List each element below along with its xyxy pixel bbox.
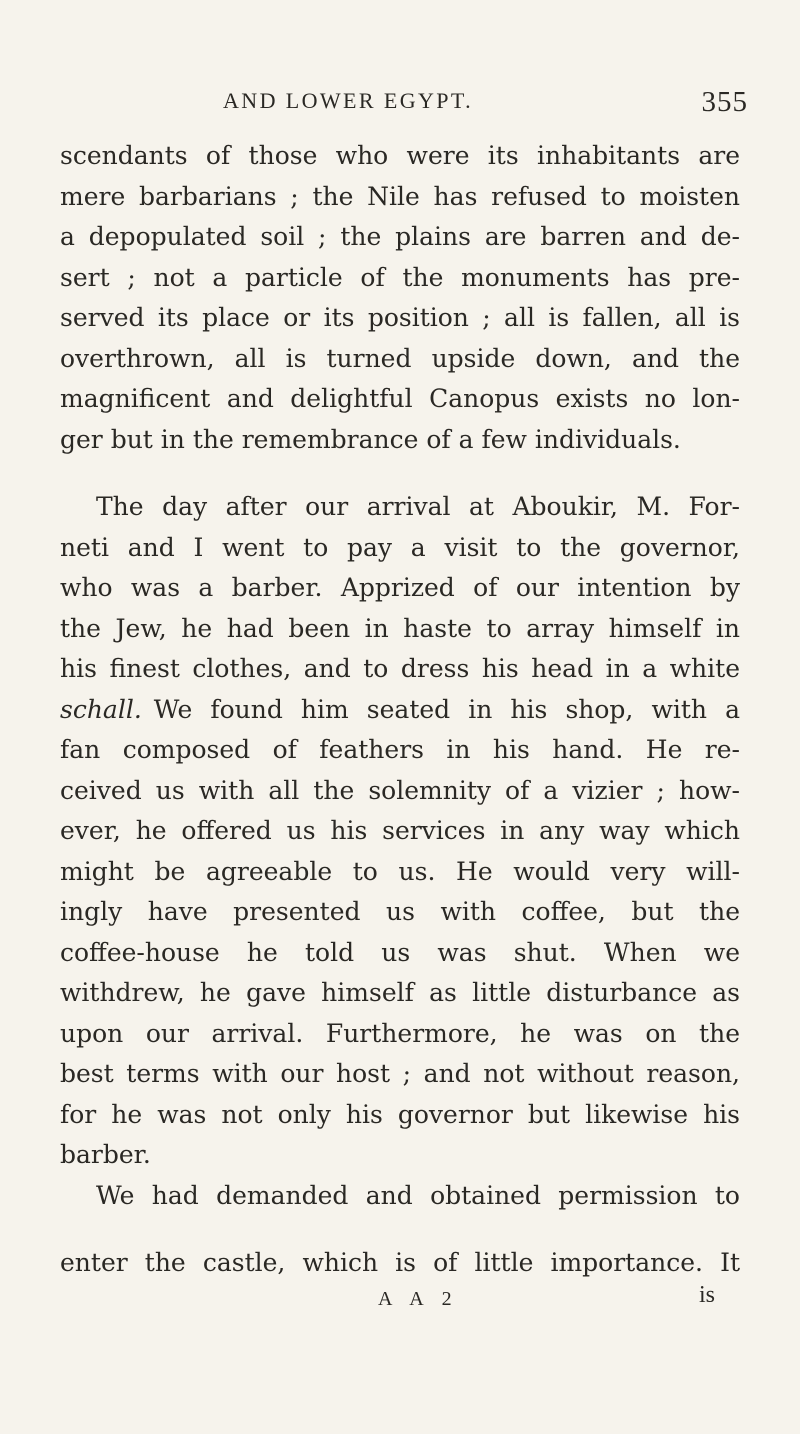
text-line: neti and I went to pay a visit to the governor,: [60, 533, 740, 562]
text-line: might be agreeable to us. He would very will-: [60, 857, 740, 886]
text-line: a depopulated soil ; the plains are barren and de-: [60, 222, 740, 251]
text-line: ever, he offered us his services in any way which: [60, 816, 740, 845]
text-line: scendants of those who were its inhabitants are: [60, 141, 740, 170]
text-line: We had demanded and obtained permission to: [96, 1181, 740, 1210]
text-line: coffee-house he told us was shut. When we: [60, 938, 740, 967]
text-line: ingly have presented us with coffee, but the: [60, 897, 740, 926]
page-number: 355: [701, 86, 748, 118]
running-head: [60, 86, 760, 126]
text-line: ger but in the remembrance of a few individuals.: [60, 425, 681, 454]
text-segment: We found him seated in his shop, with a: [153, 695, 740, 724]
text-line: best terms with our host ; and not without reason,: [60, 1059, 740, 1088]
text-line: barber.: [60, 1140, 151, 1169]
text-line: overthrown, all is turned upside down, and the: [60, 344, 740, 373]
text-line: sert ; not a particle of the monuments has pre-: [60, 263, 740, 292]
catchword: is: [699, 1282, 716, 1308]
text-line: ceived us with all the solemnity of a vizier ; how-: [60, 776, 740, 805]
text-line: The day after our arrival at Aboukir, M. For-: [96, 492, 740, 521]
text-line: the Jew, he had been in haste to array himself in: [60, 614, 740, 643]
text-line: withdrew, he gave himself as little disturbance as: [60, 978, 740, 1007]
text-line: enter the castle, which is of little importance. It: [60, 1248, 740, 1277]
text-line: served its place or its position ; all is fallen, all is: [60, 303, 740, 332]
text-line: upon our arrival. Furthermore, he was on the: [60, 1019, 740, 1048]
text-line: his finest clothes, and to dress his head in a white: [60, 654, 740, 683]
text-line: who was a barber. Apprized of our intention by: [60, 573, 740, 602]
text-line: magnificent and delightful Canopus exists no lon-: [60, 384, 740, 413]
text-line: fan composed of feathers in his hand. He re-: [60, 735, 740, 764]
text-line-mixed: [60, 692, 740, 728]
text-line: for he was not only his governor but likewise his: [60, 1100, 740, 1129]
text-line: mere barbarians ; the Nile has refused to moisten: [60, 182, 740, 211]
running-title: AND LOWER EGYPT.: [223, 88, 474, 113]
italic-word: schall.: [60, 695, 142, 724]
signature-mark: A A 2: [378, 1288, 459, 1310]
